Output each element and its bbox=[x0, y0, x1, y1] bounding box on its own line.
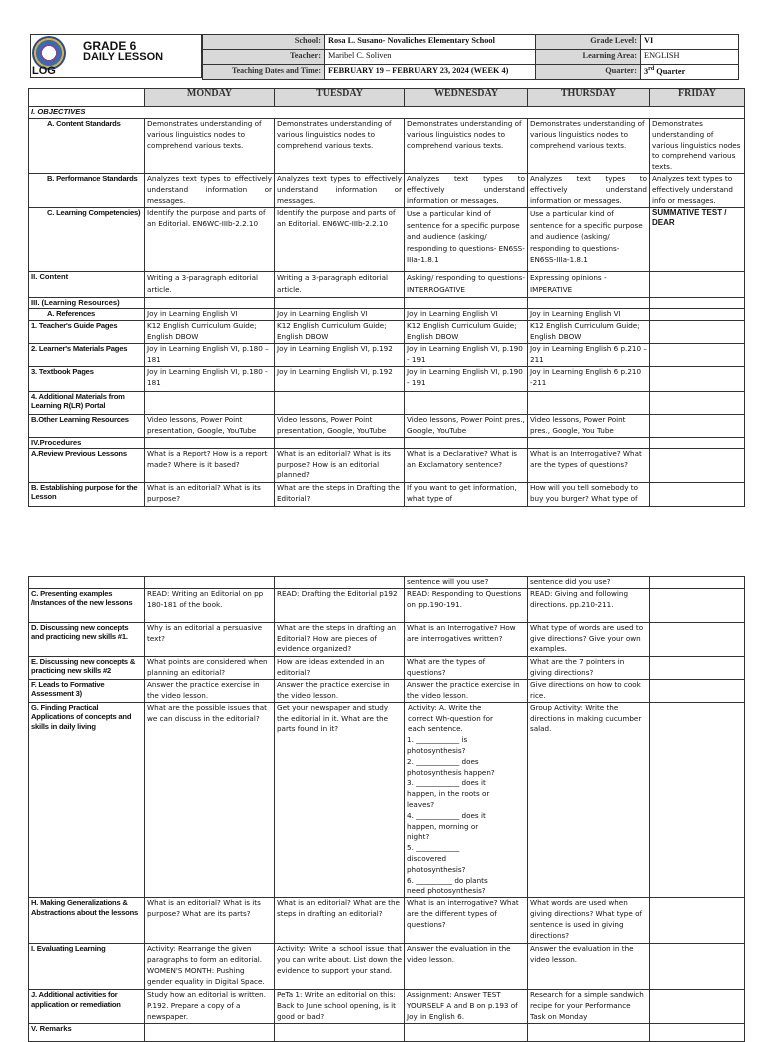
content-thu: Expressing opinions - IMPERATIVE bbox=[528, 272, 650, 298]
performance-standards-thu: Analyzes text types to effectively understand information or messages. bbox=[528, 174, 650, 208]
review-wed: What is a Declarative? What is an Exclamatory sentence? bbox=[405, 448, 528, 482]
table-row bbox=[29, 391, 745, 414]
table-row bbox=[29, 414, 745, 437]
generalizations-fri bbox=[650, 898, 745, 944]
remarks-heading: V. Remarks bbox=[29, 1024, 145, 1042]
learners-materials-thu: Joy in Learning English 6 p.210 – 211 bbox=[528, 343, 650, 366]
discussing1-tue: What are the steps in drafting an Editorial? How are pieces of evidence organized? bbox=[275, 622, 405, 656]
performance-standards-wed: Analyzes text types to effectively understand information or messages. bbox=[405, 174, 528, 208]
additional-materials-thu bbox=[528, 391, 650, 414]
references-label: A. References bbox=[29, 309, 145, 321]
table-row bbox=[29, 119, 745, 174]
discussing1-thu: What type of words are used to give directions? Give your own examples. bbox=[528, 622, 650, 656]
other-resources-wed: Video lessons, Power Point pres., Google, YouTube bbox=[405, 414, 528, 437]
teachers-guide-fri bbox=[650, 320, 745, 343]
discussing2-tue: How are ideas extended in an editorial? bbox=[275, 656, 405, 679]
procedures-fri bbox=[650, 437, 745, 448]
review-label: A.Review Previous Lessons bbox=[29, 448, 145, 482]
competencies-label: C. Learning Competencies) bbox=[29, 208, 145, 272]
evaluating-fri bbox=[650, 944, 745, 990]
day-header-friday: FRIDAY bbox=[650, 89, 745, 107]
table-row bbox=[29, 898, 745, 944]
other-resources-label: B.Other Learning Resources bbox=[29, 414, 145, 437]
additional-activities-mon: Study how an editorial is written. P.192. Prepare a copy of a newspaper. bbox=[145, 990, 275, 1024]
review-tue: What is an editorial? What is its purpose? How is an editorial planned? bbox=[275, 448, 405, 482]
content-standards-tue: Demonstrates understanding of various linguistics nodes to comprehend various texts. bbox=[275, 119, 405, 174]
remarks-row bbox=[29, 1024, 745, 1042]
purpose-cont-label bbox=[29, 577, 145, 589]
procedures-tue bbox=[275, 437, 405, 448]
learning-area-label: Learning Area: bbox=[536, 50, 641, 65]
additional-activities-label: J. Additional activities for application or remediation bbox=[29, 990, 145, 1024]
additional-materials-fri bbox=[650, 391, 745, 414]
discussing2-mon: What points are considered when planning an editorial? bbox=[145, 656, 275, 679]
additional-materials-label: 4. Additional Materials from Learning R(LR) Portal bbox=[29, 391, 145, 414]
purpose-thu: How will you tell somebody to buy you burger? What type of bbox=[528, 482, 650, 506]
content-tue: Writing a 3-paragraph editorial article. bbox=[275, 272, 405, 298]
learners-materials-wed: Joy in Learning English VI, p.190 - 191 bbox=[405, 343, 528, 366]
applications-fri bbox=[650, 702, 745, 897]
teachers-guide-thu: K12 English Curriculum Guide; English DBOW bbox=[528, 320, 650, 343]
school-value: Rosa L. Susano- Novaliches Elementary School bbox=[325, 35, 536, 50]
generalizations-mon: What is an editorial? What is its purpose? What are its parts? bbox=[145, 898, 275, 944]
applications-wed-item: 1. ____________ is photosynthesis? bbox=[407, 735, 468, 755]
generalizations-label: H. Making Generalizations & Abstractions about the lessons bbox=[29, 898, 145, 944]
dates-value: FEBRUARY 19 – FEBRUARY 23, 2024 (WEEK 4) bbox=[325, 65, 536, 80]
additional-activities-wed: Assignment: Answer TEST YOURSELF A and B on p.193 of Joy in English 6. bbox=[405, 990, 528, 1024]
purpose-fri bbox=[650, 482, 745, 506]
generalizations-thu: What words are used when giving directions? What type of sentence is used in giving directions? bbox=[528, 898, 650, 944]
formative-label: F. Leads to Formative Assessment 3) bbox=[29, 679, 145, 702]
generalizations-tue: What is an editorial? What are the steps in drafting an editorial? bbox=[275, 898, 405, 944]
references-mon: Joy in Learning English VI bbox=[145, 309, 275, 321]
dates-label: Teaching Dates and Time: bbox=[203, 65, 325, 80]
discussing1-fri bbox=[650, 622, 745, 656]
resources-heading: III. (Learning Resources) bbox=[29, 298, 145, 309]
learners-materials-mon: Joy in Learning English VI, p.180 – 181 bbox=[145, 343, 275, 366]
table-row bbox=[29, 309, 745, 321]
textbook-mon: Joy in Learning English VI, p.180 - 181 bbox=[145, 366, 275, 391]
table-row bbox=[29, 272, 745, 298]
references-tue: Joy in Learning English VI bbox=[275, 309, 405, 321]
table-row bbox=[29, 343, 745, 366]
applications-wed-item: 4. ____________ does it happen, morning or night? bbox=[407, 810, 486, 842]
competencies-fri: SUMMATIVE TEST / DEAR bbox=[650, 208, 745, 272]
applications-wed-item: 5. ____________ discovered photosynthesis? bbox=[407, 843, 466, 874]
lesson-table-page2 bbox=[28, 576, 745, 1042]
applications-wed-item: 2. ____________ does photosynthesis happen? bbox=[407, 756, 495, 777]
additional-materials-tue bbox=[275, 391, 405, 414]
evaluating-thu: Answer the evaluation in the video lesson. bbox=[528, 944, 650, 990]
resources-tue bbox=[275, 298, 405, 309]
generalizations-wed: What is an interrogative? What are the different types of questions? bbox=[405, 898, 528, 944]
evaluating-label: I. Evaluating Learning bbox=[29, 944, 145, 990]
table-row bbox=[29, 577, 745, 589]
presenting-fri bbox=[650, 588, 745, 622]
applications-thu: Group Activity: Write the directions in making cucumber salad. bbox=[528, 702, 650, 897]
discussing2-wed: What are the types of questions? bbox=[405, 656, 528, 679]
review-thu: What is an Interrogative? What are the types of questions? bbox=[528, 448, 650, 482]
learners-materials-tue: Joy in Learning English VI, p.192 bbox=[275, 343, 405, 366]
review-mon: What is a Report? How is a report made? Where is it based? bbox=[145, 448, 275, 482]
remarks-tue bbox=[275, 1024, 405, 1042]
grade-level-value: VI bbox=[641, 35, 739, 50]
references-wed: Joy in Learning English VI bbox=[405, 309, 528, 321]
other-resources-tue: Video lessons, Power Point presentation, Google, YouTube bbox=[275, 414, 405, 437]
learners-materials-label: 2. Learner's Materials Pages bbox=[29, 343, 145, 366]
other-resources-mon: Video lessons, Power Point presentation, Google, YouTube bbox=[145, 414, 275, 437]
purpose-mon: What is an editorial? What is its purpose? bbox=[145, 482, 275, 506]
purpose-tue: What are the steps in Drafting the Editorial? bbox=[275, 482, 405, 506]
discussing2-thu: What are the 7 pointers in giving directions? bbox=[528, 656, 650, 679]
formative-wed: Answer the practice exercise in the video lesson. bbox=[405, 679, 528, 702]
table-row bbox=[29, 298, 745, 309]
quarter-word: Quarter bbox=[656, 66, 686, 76]
presenting-mon: READ: Writing an Editorial on pp 180-181 of the book. bbox=[145, 588, 275, 622]
remarks-wed bbox=[405, 1024, 528, 1042]
objectives-section-row bbox=[29, 107, 745, 119]
learners-materials-fri bbox=[650, 343, 745, 366]
day-header-blank bbox=[29, 89, 145, 107]
table-row bbox=[29, 622, 745, 656]
competencies-wed: Use a particular kind of sentence for a specific purpose and audience (asking/ responding to questions- EN6SS-IIIa-1.8.1 bbox=[405, 208, 528, 272]
day-header-monday: MONDAY bbox=[145, 89, 275, 107]
resources-thu bbox=[528, 298, 650, 309]
other-resources-thu: Video lessons, Power Point pres., Google, You Tube bbox=[528, 414, 650, 437]
learning-area-value: ENGLISH bbox=[641, 50, 739, 65]
table-row bbox=[29, 366, 745, 391]
purpose-cont-mon bbox=[145, 577, 275, 589]
quarter-suffix: rd bbox=[648, 66, 655, 72]
other-resources-fri bbox=[650, 414, 745, 437]
teachers-guide-wed: K12 English Curriculum Guide; English DBOW bbox=[405, 320, 528, 343]
content-wed: Asking/ responding to questions- INTERROGATIVE bbox=[405, 272, 528, 298]
grade-level-label: Grade Level: bbox=[536, 35, 641, 50]
table-row bbox=[29, 990, 745, 1024]
formative-mon: Answer the practice exercise in the video lesson. bbox=[145, 679, 275, 702]
purpose-cont-tue bbox=[275, 577, 405, 589]
discussing2-label: E. Discussing new concepts & practicing new skills #2 bbox=[29, 656, 145, 679]
performance-standards-tue: Analyzes text types to effectively understand information or messages. bbox=[275, 174, 405, 208]
discussing1-wed: What is an Interrogative? How are interrogatives written? bbox=[405, 622, 528, 656]
performance-standards-label: B. Performance Standards bbox=[29, 174, 145, 208]
teachers-guide-tue: K12 English Curriculum Guide; English DBOW bbox=[275, 320, 405, 343]
table-row bbox=[29, 588, 745, 622]
table-row bbox=[29, 944, 745, 990]
presenting-label: C. Presenting examples /Instances of the new lessons bbox=[29, 588, 145, 622]
day-header-row bbox=[29, 89, 745, 107]
lesson-table-page1 bbox=[28, 88, 745, 507]
procedures-thu bbox=[528, 437, 650, 448]
applications-wed-item: 3. ____________ does it happen, in the roots or leaves? bbox=[407, 778, 490, 809]
teacher-value: Maribel C. Soliven bbox=[325, 50, 536, 65]
remarks-fri bbox=[650, 1024, 745, 1042]
table-row bbox=[29, 448, 745, 482]
purpose-cont-thu: sentence did you use? bbox=[528, 577, 650, 589]
remarks-mon bbox=[145, 1024, 275, 1042]
textbook-fri bbox=[650, 366, 745, 391]
content-standards-thu: Demonstrates understanding of various linguistics nodes to comprehend various texts. bbox=[528, 119, 650, 174]
textbook-label: 3. Textbook Pages bbox=[29, 366, 145, 391]
references-thu: Joy in Learning English VI bbox=[528, 309, 650, 321]
table-row bbox=[29, 702, 745, 897]
content-standards-label: A. Content Standards bbox=[29, 119, 145, 174]
evaluating-tue: Activity: Write a school issue that you can write about. List down the evidence to support your stand. bbox=[275, 944, 405, 990]
additional-materials-mon bbox=[145, 391, 275, 414]
purpose-cont-fri bbox=[650, 577, 745, 589]
evaluating-wed: Answer the evaluation in the video lesson. bbox=[405, 944, 528, 990]
table-row bbox=[29, 320, 745, 343]
table-row bbox=[29, 174, 745, 208]
procedures-mon bbox=[145, 437, 275, 448]
log-title: LOG bbox=[32, 65, 56, 77]
additional-activities-fri bbox=[650, 990, 745, 1024]
performance-standards-fri: Analyzes text types to effectively understand info or messages. bbox=[650, 174, 745, 208]
textbook-tue: Joy in Learning English VI, p.192 bbox=[275, 366, 405, 391]
table-row bbox=[29, 482, 745, 506]
performance-standards-mon: Analyzes text types to effectively understand information or messages. bbox=[145, 174, 275, 208]
applications-mon: What are the possible issues that we can discuss in the editorial? bbox=[145, 702, 275, 897]
formative-thu: Give directions on how to cook rice. bbox=[528, 679, 650, 702]
content-fri bbox=[650, 272, 745, 298]
additional-materials-wed bbox=[405, 391, 528, 414]
content-standards-wed: Demonstrates understanding of various linguistics nodes to comprehend various texts. bbox=[405, 119, 528, 174]
resources-fri bbox=[650, 298, 745, 309]
discussing1-label: D. Discussing new concepts and practicing new skills #1. bbox=[29, 622, 145, 656]
procedures-wed bbox=[405, 437, 528, 448]
table-row bbox=[29, 656, 745, 679]
formative-fri bbox=[650, 679, 745, 702]
discussing1-mon: Why is an editorial a persuasive text? bbox=[145, 622, 275, 656]
grade-title: GRADE 6 bbox=[83, 39, 137, 53]
table-row bbox=[29, 208, 745, 272]
objectives-heading: I. OBJECTIVES bbox=[29, 107, 745, 119]
quarter-number: 3 bbox=[644, 66, 649, 76]
additional-activities-thu: Research for a simple sandwich recipe for your Performance Task on Monday bbox=[528, 990, 650, 1024]
purpose-label: B. Establishing purpose for the Lesson bbox=[29, 482, 145, 506]
day-header-thursday: THURSDAY bbox=[528, 89, 650, 107]
procedures-section-row bbox=[29, 437, 745, 448]
references-fri bbox=[650, 309, 745, 321]
content-heading: II. Content bbox=[29, 272, 145, 298]
procedures-heading: IV.Procedures bbox=[29, 437, 145, 448]
competencies-thu: Use a particular kind of sentence for a specific purpose and audience (asking/ responding to questions- EN6SS-IIIa-1.8.1 bbox=[528, 208, 650, 272]
content-standards-fri: Demonstrates understanding of various linguistics nodes to comprehend various texts. bbox=[650, 119, 745, 174]
applications-wed-item: 6. __________ do plants need photosynthesis? bbox=[407, 875, 488, 896]
additional-activities-tue: PeTa 1: Write an editorial on this: Back to June school opening, is it good or bad? bbox=[275, 990, 405, 1024]
teachers-guide-mon: K12 English Curriculum Guide; English DBOW bbox=[145, 320, 275, 343]
competencies-tue: Identify the purpose and parts of an Editorial. EN6WC-IIIb-2.2.10 bbox=[275, 208, 405, 272]
day-header-wednesday: WEDNESDAY bbox=[405, 89, 528, 107]
purpose-cont-wed: sentence will you use? bbox=[405, 577, 528, 589]
table-row bbox=[29, 679, 745, 702]
resources-mon bbox=[145, 298, 275, 309]
school-label: School: bbox=[203, 35, 325, 50]
quarter-value bbox=[641, 65, 739, 80]
quarter-label: Quarter: bbox=[536, 65, 641, 80]
day-header-tuesday: TUESDAY bbox=[275, 89, 405, 107]
discussing2-fri bbox=[650, 656, 745, 679]
applications-wed-intro: Activity: A. Write the correct Wh-question for each sentence. bbox=[408, 702, 493, 734]
presenting-thu: READ: Giving and following directions. pp.210-211. bbox=[528, 588, 650, 622]
competencies-mon: Identify the purpose and parts of an Editorial. EN6WC-IIIb-2.2.10 bbox=[145, 208, 275, 272]
remarks-thu bbox=[528, 1024, 650, 1042]
content-standards-mon: Demonstrates understanding of various linguistics nodes to comprehend various texts. bbox=[145, 119, 275, 174]
presenting-tue: READ: Drafting the Editorial p192 bbox=[275, 588, 405, 622]
header-info-table bbox=[202, 34, 739, 80]
presenting-wed: READ: Responding to Questions on pp.190-191. bbox=[405, 588, 528, 622]
purpose-wed: If you want to get information, what type of bbox=[405, 482, 528, 506]
textbook-wed: Joy in Learning English VI, p.190 - 191 bbox=[405, 366, 528, 391]
formative-tue: Answer the practice exercise in the video lesson. bbox=[275, 679, 405, 702]
applications-tue: Get your newspaper and study the editorial in it. What are the parts found in it? bbox=[275, 702, 405, 897]
teacher-label: Teacher: bbox=[203, 50, 325, 65]
textbook-thu: Joy in Learning English 6 p.210 -211 bbox=[528, 366, 650, 391]
resources-wed bbox=[405, 298, 528, 309]
teachers-guide-label: 1. Teacher's Guide Pages bbox=[29, 320, 145, 343]
applications-wed bbox=[405, 702, 528, 897]
applications-label: G. Finding Practical Applications of concepts and skills in daily living bbox=[29, 702, 145, 897]
content-mon: Writing a 3-paragraph editorial article. bbox=[145, 272, 275, 298]
review-fri bbox=[650, 448, 745, 482]
evaluating-mon: Activity: Rearrange the given paragraphs to form an editorial. WOMEN'S MONTH: Pushing gender equality in Digital Space. bbox=[145, 944, 275, 990]
daily-lesson-title: DAILY LESSON bbox=[83, 51, 164, 63]
